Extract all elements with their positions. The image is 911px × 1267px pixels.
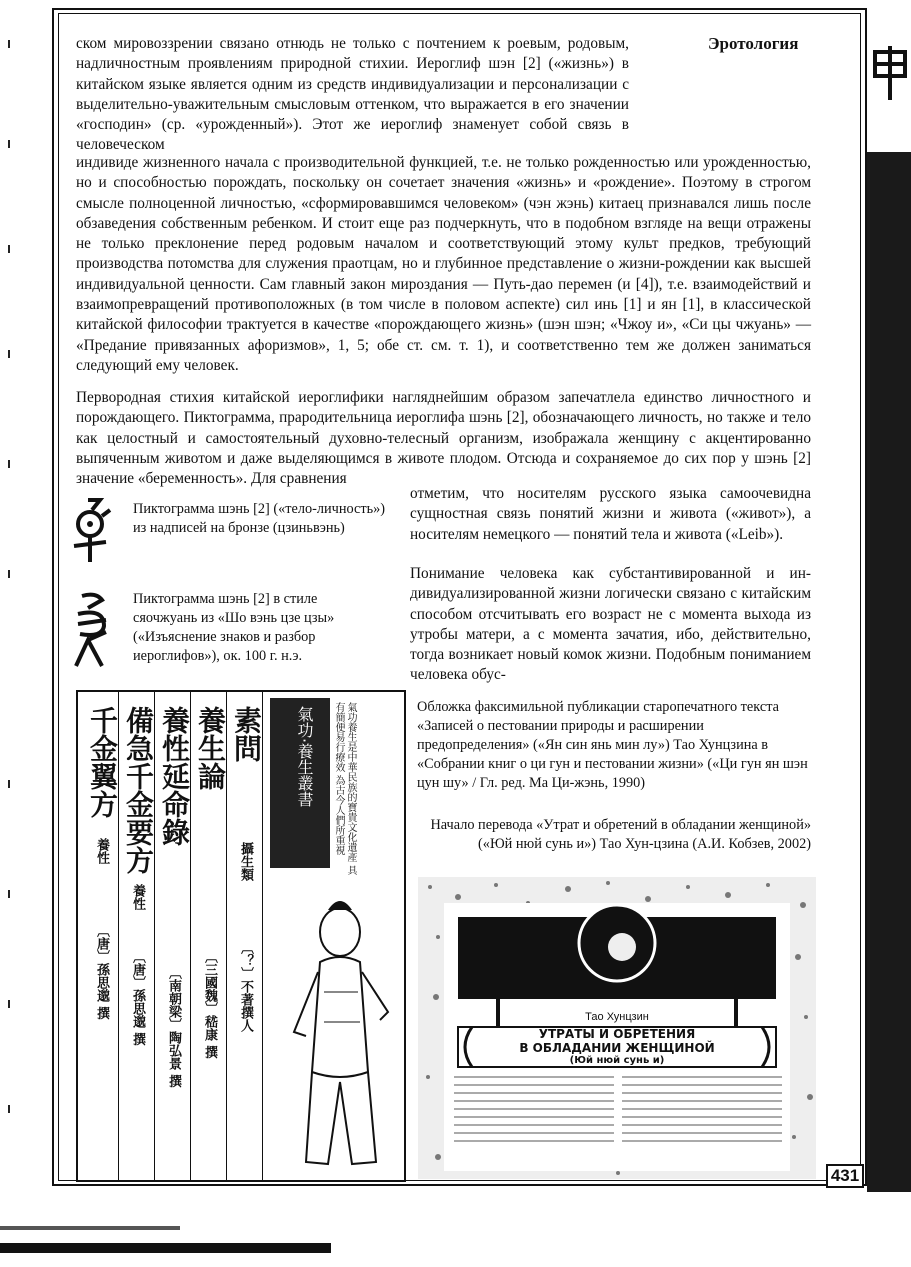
translation-caption: Начало перевода «Утрат и обретений в обладании женщиной» («Юй нюй сунь и») Тао Хун-цзина (А.И. Кобзев, 2002) <box>430 817 811 852</box>
body-paragraph-5: Понимание человека как субстантивированной и индивидуализированной жизни логически связано с китайским способом отсчитывать его возраст не с момента выхода из утробы матери, а с момента зачатия, ибо, действительно, тогда возникает новый комок жизни. Подобным пониманием человека обус- <box>410 565 811 684</box>
cover-column-author: 〔唐〕孫思邈 撰 <box>130 950 145 1046</box>
translation-title-line: УТРАТЫ И ОБРЕТЕНИЯ <box>538 1027 696 1041</box>
cover-column-title: 養生論 <box>194 706 227 790</box>
scan-artifact <box>0 1226 180 1230</box>
cover-column-author: 〔？〕不著撰人 <box>238 941 253 1032</box>
cover-column-author: 〔三國魏〕嵇康 撰 <box>202 950 217 1059</box>
cover-title-column <box>156 706 190 1088</box>
translation-author: Тао Хунцзин <box>585 1011 649 1023</box>
margin-mark <box>8 1000 10 1008</box>
cover-title-column <box>84 706 118 1020</box>
cover-column-title: 備急千金要方 <box>122 706 155 874</box>
cover-title-column <box>120 706 154 1046</box>
cover-series-title: 氣功·養生叢書 <box>295 706 314 808</box>
column-divider <box>262 692 263 1182</box>
pictogram-shen-seal-icon <box>66 590 116 670</box>
margin-mark <box>8 570 10 578</box>
pictogram-1-caption: Пиктограмма шэнь [2] («тело-личность») из надписей на бронзе (цзиньвэнь) <box>133 501 386 536</box>
margin-mark <box>8 140 10 148</box>
cover-column-author: 〔唐〕孫思邈 撰 <box>94 924 109 1020</box>
margin-mark <box>8 1105 10 1113</box>
cover-column-note: 養性 <box>130 884 145 910</box>
standing-figure-illustration <box>288 892 398 1172</box>
side-bar <box>867 152 911 1192</box>
margin-mark <box>8 40 10 48</box>
book-cover-facsimile <box>76 690 406 1182</box>
cover-title-column <box>228 706 262 1032</box>
cover-column-note: 攝生類 <box>238 842 253 881</box>
cover-column-note: 養性 <box>94 838 109 864</box>
cover-column-author: 〔南朝梁〕陶弘景 撰 <box>166 966 181 1088</box>
cover-title-column <box>192 706 226 1059</box>
body-paragraph-1: ском мировоззрении связано отнюдь не только с почтением к роевым, родовым, надличностным проявлениям природной стихии. Иероглиф шэн [2] («жизнь») в китайском языке является одним из средств индивидуализации и персонализации с выделительно-уважительным смысловым оттенком, что выражается в его значении «господин» (ср. «урожденный»). Этот же иероглиф знаменует собой связь в человеческом <box>76 35 629 154</box>
page-number: 431 <box>826 1164 864 1188</box>
translation-title-line: В ОБЛАДАНИИ ЖЕНЩИНОЙ <box>519 1041 715 1055</box>
pictogram-shen-bronze-icon <box>66 496 116 566</box>
margin-mark <box>8 350 10 358</box>
chinese-character-jia-icon <box>871 46 909 102</box>
translation-title-line: (Юй нюй сунь и) <box>569 1055 665 1066</box>
scan-artifact <box>0 1243 331 1253</box>
margin-mark <box>8 890 10 898</box>
section-title: Эротология <box>708 34 799 53</box>
body-paragraph-4: отметим, что носителям русского языка самоочевидна сущностная связь понятий жизни и живота («живот»), а носителям немецкого — понятий тела и живота («Leib»). <box>410 485 811 543</box>
cover-column-title: 養性延命錄 <box>158 706 191 846</box>
cover-caption: Обложка факсимильной публикации старопечатного текста «Записей о пестовании природы и расширении предопределения» («Ян син янь мин лу») Тао Хунцзина в «Собрании книг о ци гун и пестовании жизни» («Ци гун ян шэн цун шу» / Гл. ред. Ма Ци-жэнь, 1990) <box>417 699 808 791</box>
margin-mark <box>8 245 10 253</box>
pictogram-2-caption: Пиктограмма шэнь [2] в стиле сяочжуань из «Шо вэнь цзе цзы» («Изъяснение знаков и разбор иероглифов»), ок. 100 г. н.э. <box>133 591 335 664</box>
cover-notes: 氣功養生是中華民族的寶貴文化遺產 具有簡便易行療效 為古今人們所重視 <box>333 702 356 876</box>
cover-column-title: 素問 <box>230 706 263 762</box>
body-paragraph-3: Первородная стихия китайской иероглифики нагляднейшим образом запечатлела единство личностного и порождающего. Пиктограмма, прародительница иероглифа шэнь [2], обозначающего личность, но также и тело как целостный и самостоятельный духовно-телесный организм, изображала женщину с акцентированно выпяченным животом и даже выделяющимся в животе плодом. Отсюда и сохраняемое до сих пор у шэнь [2] значение «беременность». Для сравнения <box>76 389 811 488</box>
margin-mark <box>8 780 10 788</box>
margin-mark <box>8 460 10 468</box>
translation-title-facsimile <box>418 877 816 1179</box>
cover-column-title: 千金翼方 <box>86 706 119 818</box>
body-paragraph-2: индивиде жизненного начала с производительной функцией, т.е. не только рожденностью или урожденностью, но и способностью порождать, поскольку он сочетает значения «жизнь» и «рождение». Поэтому в строгом смысле полноценной личностью, «сформировавшимся человеком» (чэн жэнь) китаец признавался лишь после обзаведения собственным ребенком. И стоит еще раз подчеркнуть, что в подобном взгляде на вещи отражены не только преклонение перед родовым началом и соответствующий этому культ предков, требующий производства потомства для служения праотцам, но и глубинное представление о жизни-рождении как высшей индивидуальной ценности. Сам главный закон мироздания — Путь-дао перемен (и [4]), т.е. взаимодействий и взаимопревращений противоположных (в том числе в половом аспекте) сил инь [1] и ян [1], в классической китайской философии трактуется в качестве «порождающего жизнь» (шэн шэн; «Чжоу и», «Си цы чжуань» — «Предание привязанных афоризмов», 1, 5; обе ст. см. т. 1), и соответственно тем же должен заниматься следующий ему человек. <box>76 154 811 374</box>
